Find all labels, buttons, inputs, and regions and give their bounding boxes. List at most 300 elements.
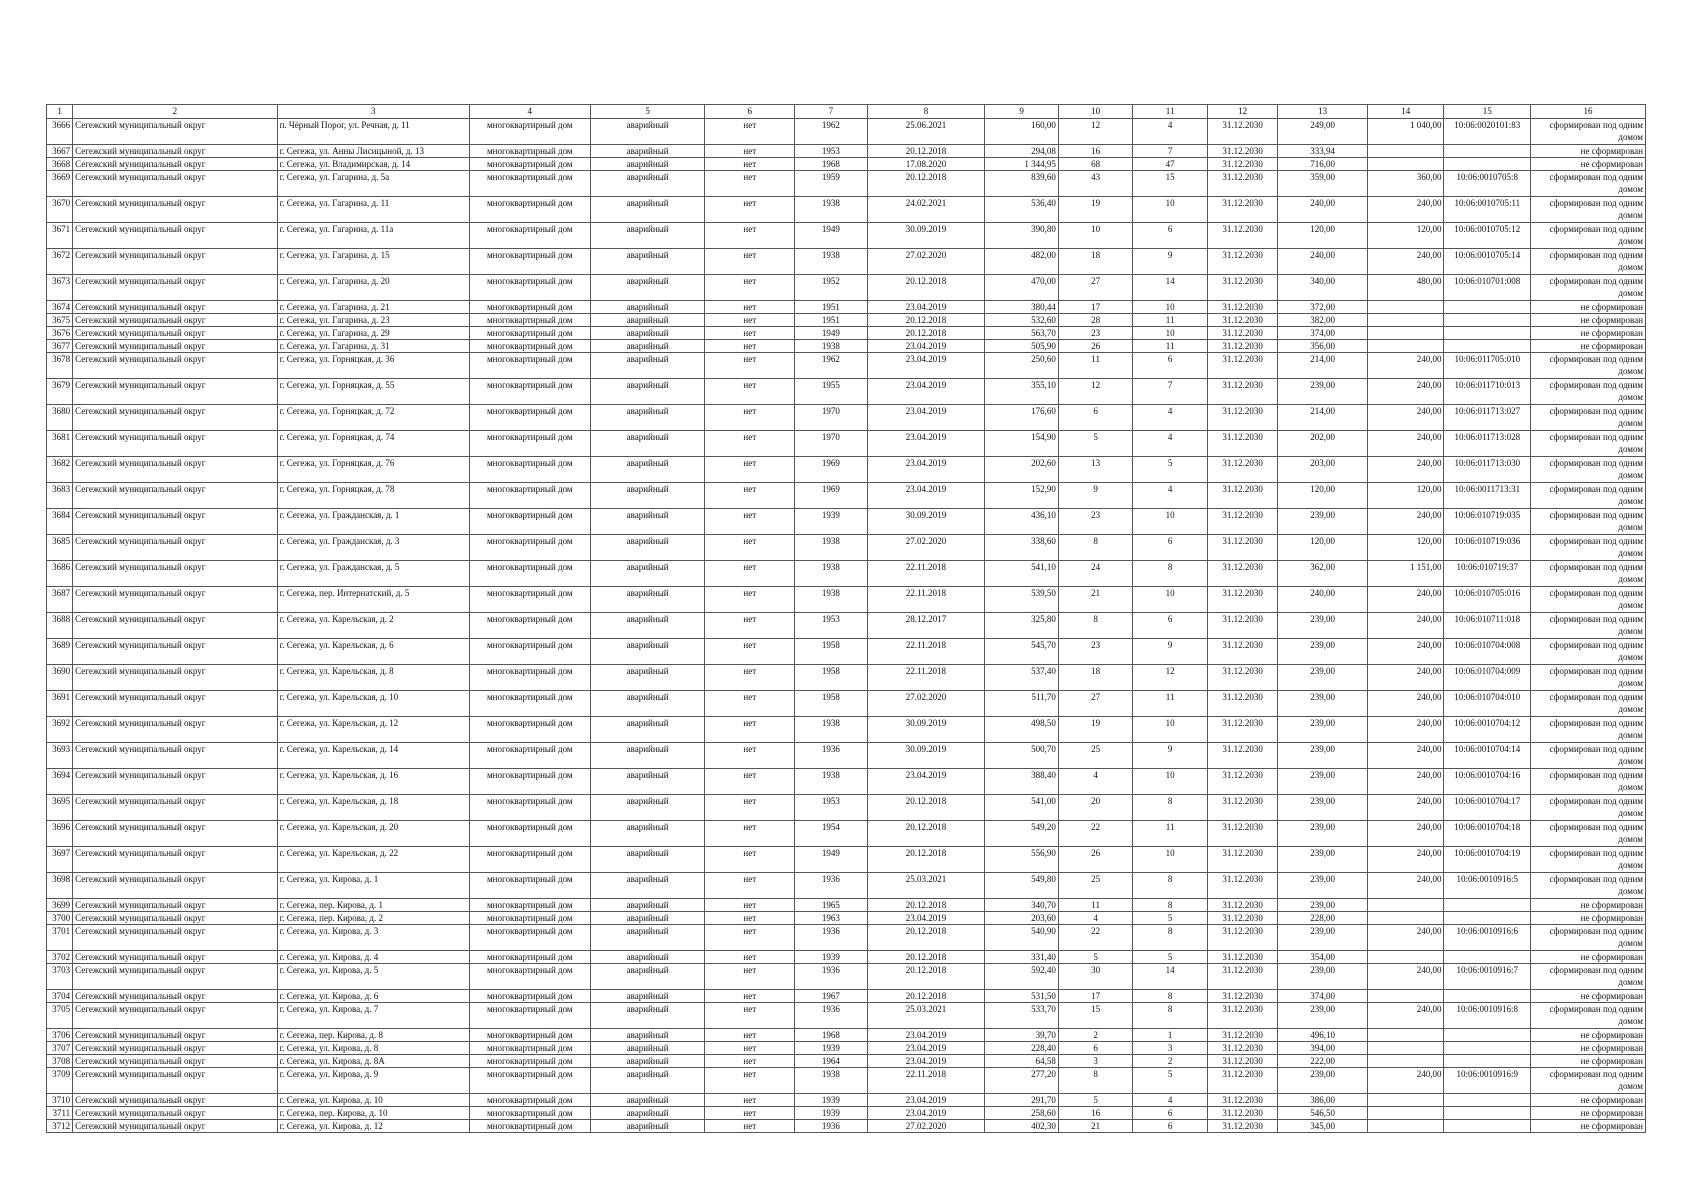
- municipality-cell: Сегежский муниципальный округ: [73, 249, 277, 275]
- flag-cell: нет: [705, 249, 795, 275]
- cadastral-number-cell: 10:06:0010704:17: [1444, 795, 1531, 821]
- year-cell: 1958: [795, 665, 867, 691]
- land-status-cell: сформирован под одним домом: [1531, 743, 1646, 769]
- municipality-cell: Сегежский муниципальный округ: [73, 873, 277, 899]
- area-cell: 39,70: [985, 1029, 1059, 1042]
- area-cell: 338,60: [985, 535, 1059, 561]
- land-status-cell: сформирован под одним домом: [1531, 509, 1646, 535]
- area-cell: 331,40: [985, 951, 1059, 964]
- flag-cell: нет: [705, 431, 795, 457]
- value-cell: 394,00: [1278, 1042, 1368, 1055]
- cadastral-number-cell: [1444, 1094, 1531, 1107]
- apartments-cell: 3: [1133, 1042, 1208, 1055]
- table-row: [47, 340, 1646, 353]
- value-cell: 374,00: [1278, 327, 1368, 340]
- column-header: 5: [590, 105, 705, 119]
- area-cell: 380,44: [985, 301, 1059, 314]
- land-status-cell: сформирован под одним домом: [1531, 964, 1646, 990]
- value-cell: 214,00: [1278, 405, 1368, 431]
- cadastral-number-cell: [1444, 1107, 1531, 1120]
- house-type-cell: многоквартирный дом: [469, 1120, 590, 1133]
- flag-cell: нет: [705, 275, 795, 301]
- house-type-cell: многоквартирный дом: [469, 1107, 590, 1120]
- house-type-cell: многоквартирный дом: [469, 223, 590, 249]
- column-header: 10: [1058, 105, 1133, 119]
- cadastral-number-cell: 10:06:0010916:9: [1444, 1068, 1531, 1094]
- area-cell: 388,40: [985, 769, 1059, 795]
- year-cell: 1939: [795, 1094, 867, 1107]
- residents-cell: 2: [1058, 1029, 1133, 1042]
- residents-cell: 27: [1058, 691, 1133, 717]
- address-cell: г. Сегежа, ул. Карельская, д. 6: [277, 639, 469, 665]
- condition-cell: аварийный: [590, 769, 705, 795]
- table-row: [47, 379, 1646, 405]
- column-header: 4: [469, 105, 590, 119]
- year-cell: 1962: [795, 119, 867, 145]
- residents-cell: 11: [1058, 899, 1133, 912]
- apartments-cell: 8: [1133, 925, 1208, 951]
- apartments-cell: 11: [1133, 691, 1208, 717]
- land-area-cell: [1367, 314, 1444, 327]
- date-cell: 23.04.2019: [867, 912, 985, 925]
- table-row: [47, 158, 1646, 171]
- apartments-cell: 9: [1133, 639, 1208, 665]
- date-cell: 20.12.2018: [867, 171, 985, 197]
- residents-cell: 19: [1058, 197, 1133, 223]
- date-cell: 27.02.2020: [867, 249, 985, 275]
- municipality-cell: Сегежский муниципальный округ: [73, 912, 277, 925]
- land-area-cell: 240,00: [1367, 197, 1444, 223]
- address-cell: г. Сегежа, пер. Интернатский, д. 5: [277, 587, 469, 613]
- area-cell: 549,20: [985, 821, 1059, 847]
- land-area-cell: 240,00: [1367, 509, 1444, 535]
- land-area-cell: [1367, 1120, 1444, 1133]
- residents-cell: 19: [1058, 717, 1133, 743]
- land-status-cell: сформирован под одним домом: [1531, 275, 1646, 301]
- address-cell: г. Сегежа, ул. Горняцкая, д. 76: [277, 457, 469, 483]
- deadline-cell: 31.12.2030: [1207, 1068, 1277, 1094]
- apartments-cell: 10: [1133, 847, 1208, 873]
- land-area-cell: 240,00: [1367, 691, 1444, 717]
- land-status-cell: сформирован под одним домом: [1531, 717, 1646, 743]
- table-row: [47, 1068, 1646, 1094]
- flag-cell: нет: [705, 379, 795, 405]
- house-type-cell: многоквартирный дом: [469, 899, 590, 912]
- address-cell: г. Сегежа, ул. Карельская, д. 20: [277, 821, 469, 847]
- area-cell: 539,50: [985, 587, 1059, 613]
- address-cell: г. Сегежа, ул. Гагарина, д. 15: [277, 249, 469, 275]
- residents-cell: 12: [1058, 379, 1133, 405]
- deadline-cell: 31.12.2030: [1207, 1029, 1277, 1042]
- land-area-cell: 240,00: [1367, 873, 1444, 899]
- row-number: 3698: [47, 873, 73, 899]
- residents-cell: 22: [1058, 821, 1133, 847]
- land-area-cell: 120,00: [1367, 535, 1444, 561]
- row-number: 3704: [47, 990, 73, 1003]
- year-cell: 1936: [795, 743, 867, 769]
- residents-cell: 30: [1058, 964, 1133, 990]
- address-cell: г. Сегежа, ул. Карельская, д. 18: [277, 795, 469, 821]
- municipality-cell: Сегежский муниципальный округ: [73, 951, 277, 964]
- year-cell: 1964: [795, 1055, 867, 1068]
- date-cell: 23.04.2019: [867, 405, 985, 431]
- apartments-cell: 6: [1133, 223, 1208, 249]
- value-cell: 203,00: [1278, 457, 1368, 483]
- condition-cell: аварийный: [590, 847, 705, 873]
- deadline-cell: 31.12.2030: [1207, 353, 1277, 379]
- apartments-cell: 8: [1133, 899, 1208, 912]
- table-row: [47, 457, 1646, 483]
- land-status-cell: сформирован под одним домом: [1531, 639, 1646, 665]
- column-header: 11: [1133, 105, 1208, 119]
- cadastral-number-cell: 10:06:010704:009: [1444, 665, 1531, 691]
- condition-cell: аварийный: [590, 1029, 705, 1042]
- residents-cell: 8: [1058, 613, 1133, 639]
- value-cell: 374,00: [1278, 990, 1368, 1003]
- area-cell: 250,60: [985, 353, 1059, 379]
- municipality-cell: Сегежский муниципальный округ: [73, 717, 277, 743]
- municipality-cell: Сегежский муниципальный округ: [73, 483, 277, 509]
- land-status-cell: не сформирован: [1531, 340, 1646, 353]
- house-type-cell: многоквартирный дом: [469, 951, 590, 964]
- land-status-cell: сформирован под одним домом: [1531, 925, 1646, 951]
- area-cell: 160,00: [985, 119, 1059, 145]
- date-cell: 27.02.2020: [867, 535, 985, 561]
- row-number: 3697: [47, 847, 73, 873]
- residents-cell: 21: [1058, 587, 1133, 613]
- year-cell: 1938: [795, 249, 867, 275]
- flag-cell: нет: [705, 1068, 795, 1094]
- table-row: [47, 327, 1646, 340]
- table-row: [47, 847, 1646, 873]
- year-cell: 1959: [795, 171, 867, 197]
- condition-cell: аварийный: [590, 353, 705, 379]
- apartments-cell: 5: [1133, 1068, 1208, 1094]
- cadastral-number-cell: 10:06:0010916:7: [1444, 964, 1531, 990]
- house-type-cell: многоквартирный дом: [469, 925, 590, 951]
- address-cell: г. Сегежа, ул. Гагарина, д. 21: [277, 301, 469, 314]
- apartments-cell: 6: [1133, 353, 1208, 379]
- area-cell: 1 344,95: [985, 158, 1059, 171]
- year-cell: 1969: [795, 457, 867, 483]
- land-area-cell: 240,00: [1367, 457, 1444, 483]
- row-number: 3678: [47, 353, 73, 379]
- cadastral-number-cell: [1444, 899, 1531, 912]
- value-cell: 239,00: [1278, 379, 1368, 405]
- area-cell: 505,90: [985, 340, 1059, 353]
- row-number: 3705: [47, 1003, 73, 1029]
- land-area-cell: 240,00: [1367, 431, 1444, 457]
- house-type-cell: многоквартирный дом: [469, 275, 590, 301]
- column-header: 16: [1531, 105, 1646, 119]
- cadastral-number-cell: 10:06:010704:010: [1444, 691, 1531, 717]
- address-cell: г. Сегежа, ул. Кирова, д. 8А: [277, 1055, 469, 1068]
- row-number: 3675: [47, 314, 73, 327]
- residents-cell: 17: [1058, 301, 1133, 314]
- land-status-cell: не сформирован: [1531, 1042, 1646, 1055]
- row-number: 3694: [47, 769, 73, 795]
- residents-cell: 4: [1058, 912, 1133, 925]
- cadastral-number-cell: 10:06:0010916:8: [1444, 1003, 1531, 1029]
- area-cell: 152,90: [985, 483, 1059, 509]
- house-type-cell: многоквартирный дом: [469, 873, 590, 899]
- flag-cell: нет: [705, 1003, 795, 1029]
- row-number: 3696: [47, 821, 73, 847]
- value-cell: 240,00: [1278, 587, 1368, 613]
- municipality-cell: Сегежский муниципальный округ: [73, 990, 277, 1003]
- value-cell: 333,94: [1278, 145, 1368, 158]
- house-type-cell: многоквартирный дом: [469, 964, 590, 990]
- municipality-cell: Сегежский муниципальный округ: [73, 457, 277, 483]
- condition-cell: аварийный: [590, 795, 705, 821]
- date-cell: 23.04.2019: [867, 769, 985, 795]
- apartments-cell: 4: [1133, 483, 1208, 509]
- row-number: 3666: [47, 119, 73, 145]
- flag-cell: нет: [705, 964, 795, 990]
- table-row: [47, 197, 1646, 223]
- land-status-cell: сформирован под одним домом: [1531, 795, 1646, 821]
- deadline-cell: 31.12.2030: [1207, 197, 1277, 223]
- land-area-cell: 240,00: [1367, 821, 1444, 847]
- house-type-cell: многоквартирный дом: [469, 847, 590, 873]
- row-number: 3702: [47, 951, 73, 964]
- land-status-cell: сформирован под одним домом: [1531, 535, 1646, 561]
- municipality-cell: Сегежский муниципальный округ: [73, 1068, 277, 1094]
- condition-cell: аварийный: [590, 483, 705, 509]
- land-area-cell: 240,00: [1367, 405, 1444, 431]
- condition-cell: аварийный: [590, 1068, 705, 1094]
- residents-cell: 9: [1058, 483, 1133, 509]
- land-status-cell: сформирован под одним домом: [1531, 587, 1646, 613]
- apartments-cell: 11: [1133, 340, 1208, 353]
- year-cell: 1954: [795, 821, 867, 847]
- residents-cell: 23: [1058, 509, 1133, 535]
- row-number: 3710: [47, 1094, 73, 1107]
- municipality-cell: Сегежский муниципальный округ: [73, 795, 277, 821]
- area-cell: 277,20: [985, 1068, 1059, 1094]
- apartments-cell: 47: [1133, 158, 1208, 171]
- residents-cell: 26: [1058, 847, 1133, 873]
- year-cell: 1962: [795, 353, 867, 379]
- column-header: 2: [73, 105, 277, 119]
- land-status-cell: не сформирован: [1531, 145, 1646, 158]
- row-number: 3682: [47, 457, 73, 483]
- cadastral-number-cell: 10:06:0020101:83: [1444, 119, 1531, 145]
- house-type-cell: многоквартирный дом: [469, 457, 590, 483]
- deadline-cell: 31.12.2030: [1207, 119, 1277, 145]
- deadline-cell: 31.12.2030: [1207, 990, 1277, 1003]
- land-area-cell: [1367, 158, 1444, 171]
- house-type-cell: многоквартирный дом: [469, 821, 590, 847]
- header-row: [47, 105, 1646, 119]
- condition-cell: аварийный: [590, 912, 705, 925]
- flag-cell: нет: [705, 795, 795, 821]
- land-area-cell: 240,00: [1367, 353, 1444, 379]
- condition-cell: аварийный: [590, 873, 705, 899]
- row-number: 3681: [47, 431, 73, 457]
- municipality-cell: Сегежский муниципальный округ: [73, 535, 277, 561]
- condition-cell: аварийный: [590, 665, 705, 691]
- land-status-cell: сформирован под одним домом: [1531, 457, 1646, 483]
- cadastral-number-cell: 10:06:0010704:12: [1444, 717, 1531, 743]
- flag-cell: нет: [705, 509, 795, 535]
- year-cell: 1938: [795, 561, 867, 587]
- row-number: 3700: [47, 912, 73, 925]
- land-status-cell: сформирован под одним домом: [1531, 561, 1646, 587]
- area-cell: 291,70: [985, 1094, 1059, 1107]
- house-type-cell: многоквартирный дом: [469, 509, 590, 535]
- apartments-cell: 9: [1133, 249, 1208, 275]
- flag-cell: нет: [705, 1120, 795, 1133]
- municipality-cell: Сегежский муниципальный округ: [73, 821, 277, 847]
- row-number: 3676: [47, 327, 73, 340]
- condition-cell: аварийный: [590, 223, 705, 249]
- flag-cell: нет: [705, 483, 795, 509]
- value-cell: 372,00: [1278, 301, 1368, 314]
- apartments-cell: 5: [1133, 912, 1208, 925]
- land-status-cell: сформирован под одним домом: [1531, 171, 1646, 197]
- apartments-cell: 4: [1133, 119, 1208, 145]
- apartments-cell: 8: [1133, 561, 1208, 587]
- area-cell: 402,30: [985, 1120, 1059, 1133]
- address-cell: г. Сегежа, ул. Владимирская, д. 14: [277, 158, 469, 171]
- municipality-cell: Сегежский муниципальный округ: [73, 587, 277, 613]
- cadastral-number-cell: 10:06:010719:036: [1444, 535, 1531, 561]
- table-row: [47, 587, 1646, 613]
- cadastral-number-cell: 10:06:010711:018: [1444, 613, 1531, 639]
- residents-cell: 5: [1058, 431, 1133, 457]
- date-cell: 25.03.2021: [867, 873, 985, 899]
- apartments-cell: 9: [1133, 743, 1208, 769]
- value-cell: 222,00: [1278, 1055, 1368, 1068]
- address-cell: г. Сегежа, ул. Карельская, д. 22: [277, 847, 469, 873]
- year-cell: 1951: [795, 301, 867, 314]
- address-cell: г. Сегежа, ул. Кирова, д. 1: [277, 873, 469, 899]
- house-type-cell: многоквартирный дом: [469, 340, 590, 353]
- year-cell: 1936: [795, 873, 867, 899]
- residents-cell: 20: [1058, 795, 1133, 821]
- row-number: 3693: [47, 743, 73, 769]
- year-cell: 1936: [795, 964, 867, 990]
- residents-cell: 25: [1058, 873, 1133, 899]
- date-cell: 22.11.2018: [867, 665, 985, 691]
- year-cell: 1938: [795, 1068, 867, 1094]
- residents-cell: 10: [1058, 223, 1133, 249]
- address-cell: г. Сегежа, ул. Гагарина, д. 11: [277, 197, 469, 223]
- cadastral-number-cell: 10:06:010701:008: [1444, 275, 1531, 301]
- land-area-cell: [1367, 1107, 1444, 1120]
- row-number: 3679: [47, 379, 73, 405]
- condition-cell: аварийный: [590, 1055, 705, 1068]
- year-cell: 1939: [795, 509, 867, 535]
- value-cell: 240,00: [1278, 249, 1368, 275]
- date-cell: 17.08.2020: [867, 158, 985, 171]
- table-row: [47, 1120, 1646, 1133]
- table-row: [47, 821, 1646, 847]
- date-cell: 25.03.2021: [867, 1003, 985, 1029]
- apartments-cell: 14: [1133, 964, 1208, 990]
- column-header: 15: [1444, 105, 1531, 119]
- cadastral-number-cell: [1444, 951, 1531, 964]
- deadline-cell: 31.12.2030: [1207, 158, 1277, 171]
- house-type-cell: многоквартирный дом: [469, 1029, 590, 1042]
- land-status-cell: сформирован под одним домом: [1531, 847, 1646, 873]
- date-cell: 23.04.2019: [867, 457, 985, 483]
- land-status-cell: не сформирован: [1531, 1029, 1646, 1042]
- residents-cell: 26: [1058, 340, 1133, 353]
- deadline-cell: 31.12.2030: [1207, 769, 1277, 795]
- deadline-cell: 31.12.2030: [1207, 925, 1277, 951]
- year-cell: 1949: [795, 223, 867, 249]
- table-row: [47, 145, 1646, 158]
- cadastral-number-cell: 10:06:0010916:5: [1444, 873, 1531, 899]
- cadastral-number-cell: [1444, 1055, 1531, 1068]
- area-cell: 325,80: [985, 613, 1059, 639]
- condition-cell: аварийный: [590, 1042, 705, 1055]
- area-cell: 592,40: [985, 964, 1059, 990]
- table-row: [47, 314, 1646, 327]
- column-header: 6: [705, 105, 795, 119]
- municipality-cell: Сегежский муниципальный округ: [73, 639, 277, 665]
- residents-cell: 16: [1058, 145, 1133, 158]
- value-cell: 239,00: [1278, 1003, 1368, 1029]
- year-cell: 1939: [795, 1042, 867, 1055]
- flag-cell: нет: [705, 223, 795, 249]
- address-cell: г. Сегежа, ул. Кирова, д. 10: [277, 1094, 469, 1107]
- land-area-cell: [1367, 1042, 1444, 1055]
- condition-cell: аварийный: [590, 561, 705, 587]
- cadastral-number-cell: [1444, 340, 1531, 353]
- date-cell: 20.12.2018: [867, 314, 985, 327]
- apartments-cell: 8: [1133, 873, 1208, 899]
- municipality-cell: Сегежский муниципальный округ: [73, 301, 277, 314]
- cadastral-number-cell: 10:06:011710:013: [1444, 379, 1531, 405]
- cadastral-number-cell: [1444, 301, 1531, 314]
- value-cell: 345,00: [1278, 1120, 1368, 1133]
- table-row: [47, 613, 1646, 639]
- table-row: [47, 483, 1646, 509]
- deadline-cell: 31.12.2030: [1207, 145, 1277, 158]
- land-area-cell: [1367, 1055, 1444, 1068]
- row-number: 3673: [47, 275, 73, 301]
- land-status-cell: не сформирован: [1531, 951, 1646, 964]
- residents-cell: 6: [1058, 405, 1133, 431]
- house-type-cell: многоквартирный дом: [469, 717, 590, 743]
- condition-cell: аварийный: [590, 509, 705, 535]
- municipality-cell: Сегежский муниципальный округ: [73, 847, 277, 873]
- deadline-cell: 31.12.2030: [1207, 1120, 1277, 1133]
- municipality-cell: Сегежский муниципальный округ: [73, 223, 277, 249]
- condition-cell: аварийный: [590, 821, 705, 847]
- deadline-cell: 31.12.2030: [1207, 457, 1277, 483]
- residents-cell: 25: [1058, 743, 1133, 769]
- cadastral-number-cell: 10:06:010719:035: [1444, 509, 1531, 535]
- year-cell: 1958: [795, 691, 867, 717]
- land-area-cell: 480,00: [1367, 275, 1444, 301]
- residents-cell: 27: [1058, 275, 1133, 301]
- table-row: [47, 223, 1646, 249]
- value-cell: 239,00: [1278, 509, 1368, 535]
- row-number: 3672: [47, 249, 73, 275]
- year-cell: 1968: [795, 158, 867, 171]
- house-type-cell: многоквартирный дом: [469, 327, 590, 340]
- cadastral-number-cell: 10:06:010704:008: [1444, 639, 1531, 665]
- address-cell: г. Сегежа, ул. Анны Лисицыной, д. 13: [277, 145, 469, 158]
- date-cell: 20.12.2018: [867, 795, 985, 821]
- area-cell: 563,70: [985, 327, 1059, 340]
- date-cell: 23.04.2019: [867, 340, 985, 353]
- table-row: [47, 301, 1646, 314]
